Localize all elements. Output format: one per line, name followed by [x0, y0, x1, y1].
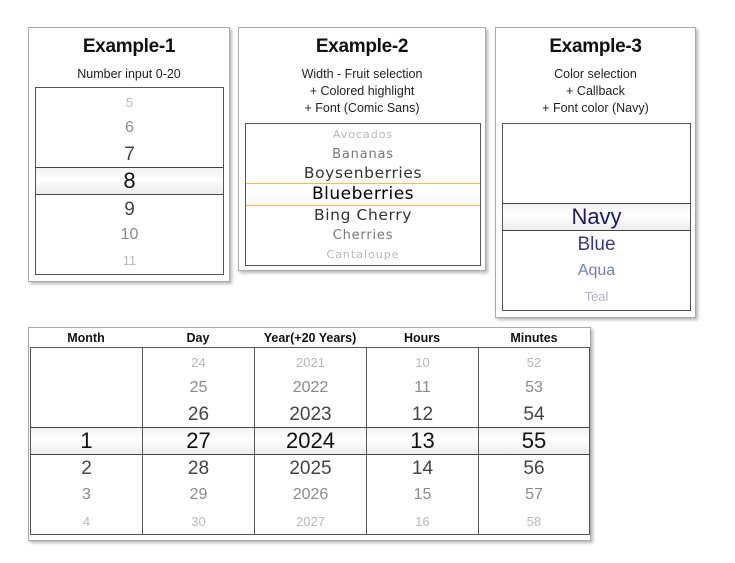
wheel-item[interactable]: 9 [124, 199, 135, 220]
wheel-item-selected[interactable]: 27 [186, 428, 211, 453]
wheel-item[interactable]: Bananas [332, 147, 394, 162]
wheel-item-selected[interactable]: 8 [123, 168, 136, 193]
wheel-item[interactable]: 3 [82, 486, 91, 503]
wheel-item-selected[interactable]: 55 [521, 428, 547, 453]
hours-header: Hours [403, 331, 441, 345]
month-wheel[interactable] [30, 347, 143, 535]
wheel-item-selected[interactable]: Blueberries [311, 184, 415, 204]
hours-wheel[interactable] [366, 347, 479, 535]
fruit-wheel[interactable] [245, 123, 481, 266]
wheel-item[interactable]: 25 [189, 379, 208, 396]
wheel-item[interactable]: Blue [577, 234, 616, 255]
wheel-item[interactable]: 57 [525, 486, 543, 503]
wheel-item[interactable]: Cherries [332, 228, 394, 243]
example-3-card [495, 27, 696, 318]
example-2-subtitle-3: + Font (Comic Sans) [304, 101, 420, 115]
wheel-item[interactable]: Avocados [332, 128, 394, 141]
wheel-item[interactable]: 30 [191, 514, 206, 529]
wheel-item[interactable]: 10 [415, 355, 430, 370]
color-wheel[interactable] [502, 123, 691, 311]
day-wheel[interactable] [142, 347, 255, 535]
example-3-subtitle-3: + Font color (Navy) [542, 101, 649, 115]
example-1-title: Example-1 [82, 36, 176, 57]
wheel-item[interactable]: 6 [125, 119, 134, 136]
wheel-item[interactable]: Bing Cherry [314, 206, 412, 224]
wheel-item[interactable]: 1 [80, 428, 93, 453]
wheel-item[interactable]: 24 [191, 355, 206, 370]
wheel-item[interactable]: 14 [411, 458, 434, 479]
example-2-card [238, 27, 486, 271]
wheel-item[interactable]: 26 [187, 404, 210, 425]
wheel-item[interactable]: Cantaloupe [326, 248, 400, 261]
wheel-item[interactable]: 2026 [292, 486, 329, 503]
wheel-item[interactable]: 52 [526, 355, 542, 370]
wheel-item[interactable]: 2023 [289, 404, 332, 425]
wheel-item[interactable]: 7 [124, 144, 135, 165]
wheel-item[interactable]: 2 [81, 458, 92, 479]
wheel-item[interactable]: 29 [189, 486, 208, 503]
wheel-item[interactable]: 2025 [289, 458, 332, 479]
wheel-item[interactable]: Teal [584, 289, 609, 304]
example-1-card [28, 27, 230, 282]
example-3-subtitle-2: + Callback [566, 84, 625, 98]
wheel-item[interactable]: 16 [415, 514, 430, 529]
day-header: Day [186, 331, 210, 345]
wheel-item[interactable]: 54 [523, 404, 545, 425]
wheel-item[interactable]: 5 [125, 95, 134, 110]
minutes-wheel[interactable] [478, 347, 590, 535]
wheel-item[interactable]: 28 [187, 458, 210, 479]
wheel-item-selected[interactable]: 2024 [286, 428, 335, 453]
wheel-item-selected[interactable]: 13 [410, 428, 435, 453]
wheel-item[interactable]: 2022 [292, 379, 329, 396]
number-wheel[interactable] [35, 87, 224, 275]
wheel-item[interactable]: Boysenberries [303, 164, 423, 182]
example-2-title: Example-2 [315, 36, 409, 57]
wheel-item[interactable]: 4 [82, 514, 91, 529]
wheel-item[interactable]: Aqua [577, 262, 616, 279]
example-3-title: Example-3 [549, 36, 642, 57]
year-wheel[interactable] [254, 347, 367, 535]
wheel-item[interactable]: 10 [120, 226, 139, 243]
example-2-subtitle-1: Width - Fruit selection [301, 67, 423, 81]
wheel-item[interactable]: 11 [122, 253, 137, 268]
wheel-item[interactable]: 2021 [296, 355, 325, 370]
example-1-subtitle: Number input 0-20 [77, 67, 181, 81]
year-header: Year(+20 Years) [263, 331, 357, 345]
month-header: Month [67, 331, 105, 345]
wheel-item[interactable]: 58 [526, 514, 542, 529]
wheel-item[interactable]: 53 [525, 379, 543, 396]
wheel-item[interactable]: 12 [411, 404, 434, 425]
wheel-item[interactable]: 11 [414, 379, 431, 396]
wheel-item-selected[interactable]: Navy [571, 204, 622, 229]
wheel-item[interactable]: 15 [413, 486, 432, 503]
minutes-header: Minutes [510, 331, 558, 345]
wheel-item[interactable]: 2027 [296, 514, 325, 529]
wheel-item[interactable]: 56 [523, 458, 545, 479]
example-2-subtitle-2: + Colored highlight [309, 84, 415, 98]
example-3-subtitle-1: Color selection [554, 67, 637, 81]
